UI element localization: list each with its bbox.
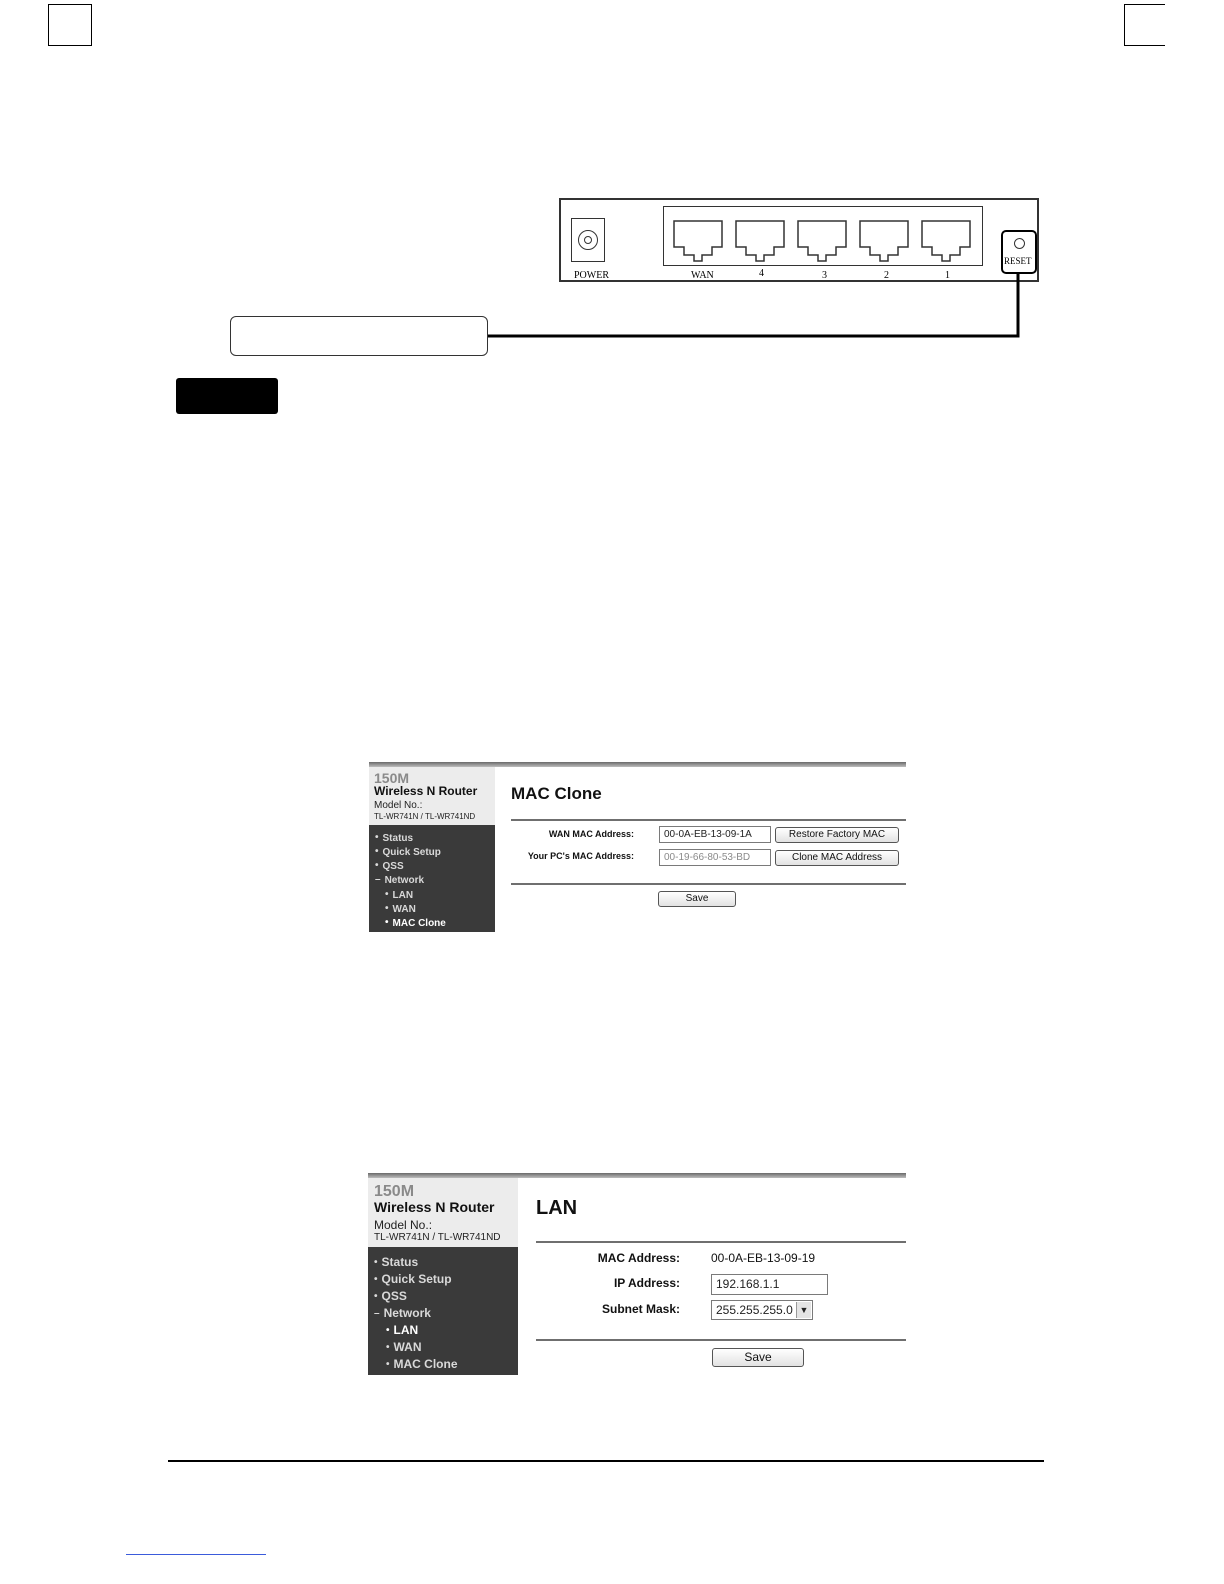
sidebar-item-label: WAN xyxy=(392,904,416,915)
port-label-wan: WAN xyxy=(691,270,714,281)
reset-callout-box xyxy=(230,316,488,356)
sidebar-item-status[interactable]: • Status xyxy=(375,832,414,844)
sidebar-item-label: MAC Clone xyxy=(393,1357,458,1371)
router-back-panel xyxy=(559,198,1039,282)
lan-port-4-icon xyxy=(734,219,786,263)
ip-address-label: IP Address: xyxy=(613,1276,680,1290)
logo-model: TL-WR741N / TL-WR741ND xyxy=(374,812,476,821)
sidebar-item-quick-setup[interactable]: • Quick Setup xyxy=(375,846,441,858)
save-button[interactable]: Save xyxy=(712,1348,804,1367)
callout-leader-line xyxy=(486,272,1026,342)
port-label-3: 3 xyxy=(822,270,827,281)
sidebar-item-mac-clone[interactable]: • MAC Clone xyxy=(386,1357,458,1371)
ip-address-field[interactable]: 192.168.1.1 xyxy=(711,1274,828,1295)
title-divider xyxy=(536,1241,906,1243)
port-label-1: 1 xyxy=(945,270,950,281)
sidebar-item-label: Quick Setup xyxy=(381,1272,452,1286)
mac-clone-screenshot xyxy=(369,762,906,932)
form-divider xyxy=(536,1339,906,1341)
lan-port-3-icon xyxy=(796,219,848,263)
sidebar-menu xyxy=(368,1247,518,1375)
subnet-mask-select[interactable] xyxy=(711,1300,813,1320)
note-tag xyxy=(176,378,278,414)
footer-link-underline[interactable] xyxy=(126,1554,266,1555)
mac-address-label: MAC Address: xyxy=(597,1251,680,1265)
sidebar-item-label: LAN xyxy=(392,890,414,901)
router-logo xyxy=(369,767,495,825)
mac-address-value: 00-0A-EB-13-09-19 xyxy=(711,1251,816,1265)
pc-mac-label: Your PC's MAC Address: xyxy=(527,851,634,861)
sidebar-item-qss[interactable]: • QSS xyxy=(374,1289,407,1303)
reset-hole-icon xyxy=(1014,238,1025,249)
port-label-2: 2 xyxy=(884,270,889,281)
sidebar-item-label: Network xyxy=(383,1306,431,1320)
power-jack-icon xyxy=(571,218,605,262)
sidebar-item-status[interactable]: • Status xyxy=(374,1255,419,1269)
save-button[interactable]: Save xyxy=(658,891,736,907)
page-title: LAN xyxy=(536,1197,578,1219)
power-label: POWER xyxy=(574,270,609,281)
lan-port-1-icon xyxy=(920,219,972,263)
ethernet-port-block xyxy=(663,206,983,266)
logo-model-label: Model No.: xyxy=(374,800,423,811)
footer-rule xyxy=(168,1460,1044,1462)
sidebar-item-label: Status xyxy=(382,833,414,844)
logo-speed: 150M xyxy=(374,770,410,786)
port-label-4: 4 xyxy=(759,268,764,279)
logo-speed: 150M xyxy=(374,1183,415,1200)
subnet-mask-label: Subnet Mask: xyxy=(601,1302,680,1316)
logo-model: TL-WR741N / TL-WR741ND xyxy=(374,1232,501,1243)
wan-mac-label: WAN MAC Address: xyxy=(548,829,634,839)
sidebar-item-label: Network xyxy=(384,875,425,886)
crop-mark-right xyxy=(1124,4,1165,46)
restore-factory-mac-button[interactable]: Restore Factory MAC xyxy=(775,827,899,843)
pc-mac-field[interactable]: 00-19-66-80-53-BD xyxy=(659,849,771,866)
sidebar-item-label: LAN xyxy=(393,1323,419,1337)
logo-model-label: Model No.: xyxy=(374,1218,433,1232)
sidebar-item-label: QSS xyxy=(382,861,404,872)
router-logo xyxy=(368,1178,518,1247)
page-title: MAC Clone xyxy=(511,784,602,803)
sidebar-item-network[interactable]: – Network xyxy=(375,874,425,886)
sidebar-item-quick-setup[interactable]: • Quick Setup xyxy=(374,1272,452,1286)
sidebar-item-mac-clone[interactable]: • MAC Clone xyxy=(385,917,446,929)
lan-port-2-icon xyxy=(858,219,910,263)
logo-product: Wireless N Router xyxy=(374,1199,495,1215)
sidebar-item-network[interactable]: – Network xyxy=(374,1306,431,1320)
sidebar-item-label: Quick Setup xyxy=(382,847,441,858)
wan-port-icon xyxy=(672,219,724,263)
crop-mark-left xyxy=(48,4,92,46)
wan-mac-field[interactable]: 00-0A-EB-13-09-1A xyxy=(659,826,771,843)
sidebar-item-lan[interactable]: • LAN xyxy=(386,1323,419,1337)
subnet-mask-value: 255.255.255.0 xyxy=(716,1303,793,1317)
lan-screenshot xyxy=(368,1173,906,1375)
sidebar-item-label: Status xyxy=(381,1255,419,1269)
title-divider xyxy=(511,819,906,821)
sidebar-item-wan[interactable]: • WAN xyxy=(386,1340,422,1354)
sidebar-item-label: QSS xyxy=(381,1289,407,1303)
sidebar-item-lan[interactable]: • LAN xyxy=(385,889,414,901)
sidebar-item-qss[interactable]: • QSS xyxy=(375,860,404,872)
logo-product: Wireless N Router xyxy=(374,784,478,798)
sidebar-item-label: MAC Clone xyxy=(392,918,446,929)
sidebar-item-wan[interactable]: • WAN xyxy=(385,903,416,915)
form-divider xyxy=(511,883,906,885)
chevron-down-icon[interactable]: ▼ xyxy=(796,1302,811,1318)
clone-mac-address-button[interactable]: Clone MAC Address xyxy=(775,850,899,866)
reset-button xyxy=(1001,230,1037,274)
sidebar-menu xyxy=(369,825,495,932)
reset-label: RESET xyxy=(1004,256,1032,266)
sidebar-item-label: WAN xyxy=(393,1340,422,1354)
